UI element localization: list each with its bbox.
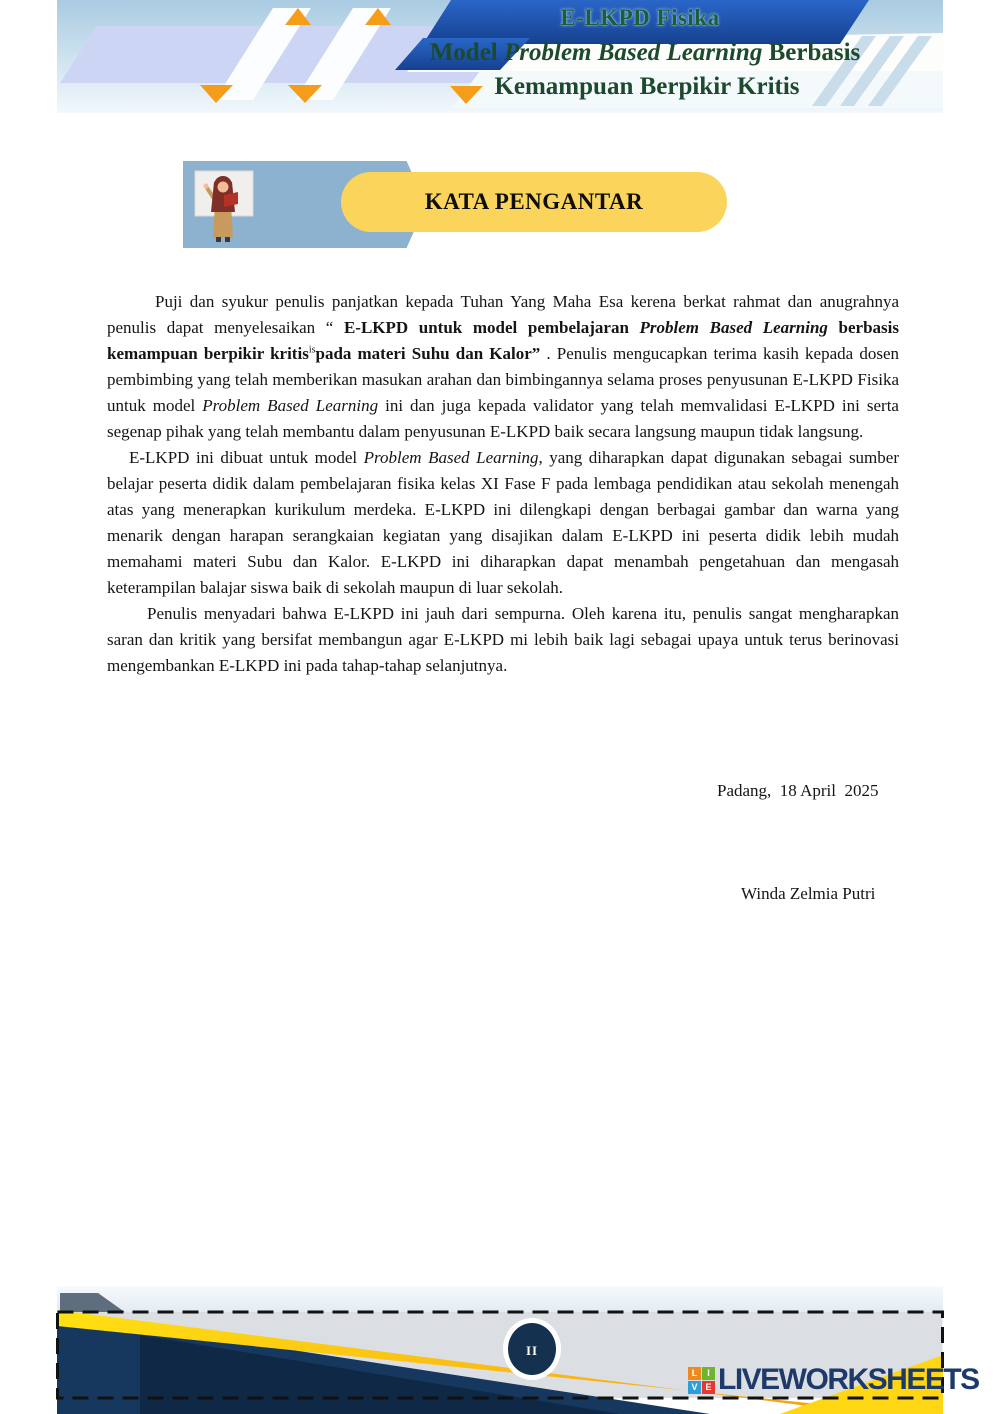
header-subtitle-line2: Kemampuan Berpikir Kritis xyxy=(494,73,800,100)
paragraph: E-LKPD ini dibuat untuk model Problem Based Learning, yang diharapkan dapat digunakan sebagai sumber belajar peserta didik dalam pembelajaran fisika kelas XI Fase F pada lembaga pendidikan atau sekolah menengah atas yang menerapkan kurikulum merdeka. E-LKPD ini dilengkapi dengan berbagai gambar dan warna yang menarik dengan harapan serangkaian kegiatan yang disajikan dalam E-LKPD ini peserta didik lebih mudah memahami materi Subu dan Kalor. E-LKPD ini diharapkan dapat menambah pengetahuan dan mengasah keterampilan balajar siswa baik di sekolah maupun di luar sekolah. xyxy=(107,448,899,597)
preface-text xyxy=(107,289,899,679)
paragraph: Puji dan syukur penulis panjatkan kepada Tuhan Yang Maha Esa kerena berkat rahmat dan anugrahnya penulis dapat menyelesaikan “ E-LKPD untuk model pembelajaran Problem Based Learning berbasis kemampuan berpikir kritis$^{is}$pada materi Suhu dan Kalor” . Penulis mengucapkan terima kasih kepada dosen pembimbing yang telah memberikan masukan arahan dan bimbingannya selama proses penyusunan E-LKPD Fisika untuk model Problem Based Learning ini dan juga kepada validator yang telah memvalidasi E-LKPD ini serta segenap pihak yang telah membantu dalam penyusunan E-LKPD baik secara langsung maupun tidak langsung. xyxy=(107,292,900,441)
foot xyxy=(225,237,230,242)
hand xyxy=(204,184,209,189)
liveworksheets-logo[interactable] xyxy=(688,1363,979,1397)
teacher-at-whiteboard-icon xyxy=(187,166,259,244)
place-date: Padang, 18 April 2025 xyxy=(717,781,879,800)
liveworksheets-name: LIVEWORKSHEETS xyxy=(718,1363,979,1396)
footer-top-band xyxy=(57,1286,943,1312)
logo-tile-l: L xyxy=(688,1367,701,1380)
section-title-pill xyxy=(341,172,727,232)
liveworksheets-tiles-icon xyxy=(688,1367,715,1394)
header-title: E-LKPD Fisika xyxy=(560,5,720,30)
logo-tile-v: V xyxy=(688,1381,701,1394)
face xyxy=(218,182,229,193)
section-title: KATA PENGANTAR xyxy=(424,189,644,214)
page-number-badge xyxy=(503,1318,561,1380)
foot xyxy=(216,237,221,242)
logo-tile-i: I xyxy=(702,1367,715,1380)
paragraph: Penulis menyadari bahwa E-LKPD ini jauh dari sempurna. Oleh karena itu, penulis sangat mengharapkan saran dan kritik yang bersifat membangun agar E-LKPD mi lebih baik lagi sebagai upaya untuk terus berinovasi mengembankan E-LKPD ini pada tahap-tahap selanjutnya. xyxy=(107,604,899,675)
page-number: ii xyxy=(525,1338,539,1359)
author-name: Winda Zelmia Putri xyxy=(741,884,876,903)
logo-tile-e: E xyxy=(702,1381,715,1394)
header-subtitle-line1: Model Problem Based Learning Berbasis xyxy=(429,39,861,66)
